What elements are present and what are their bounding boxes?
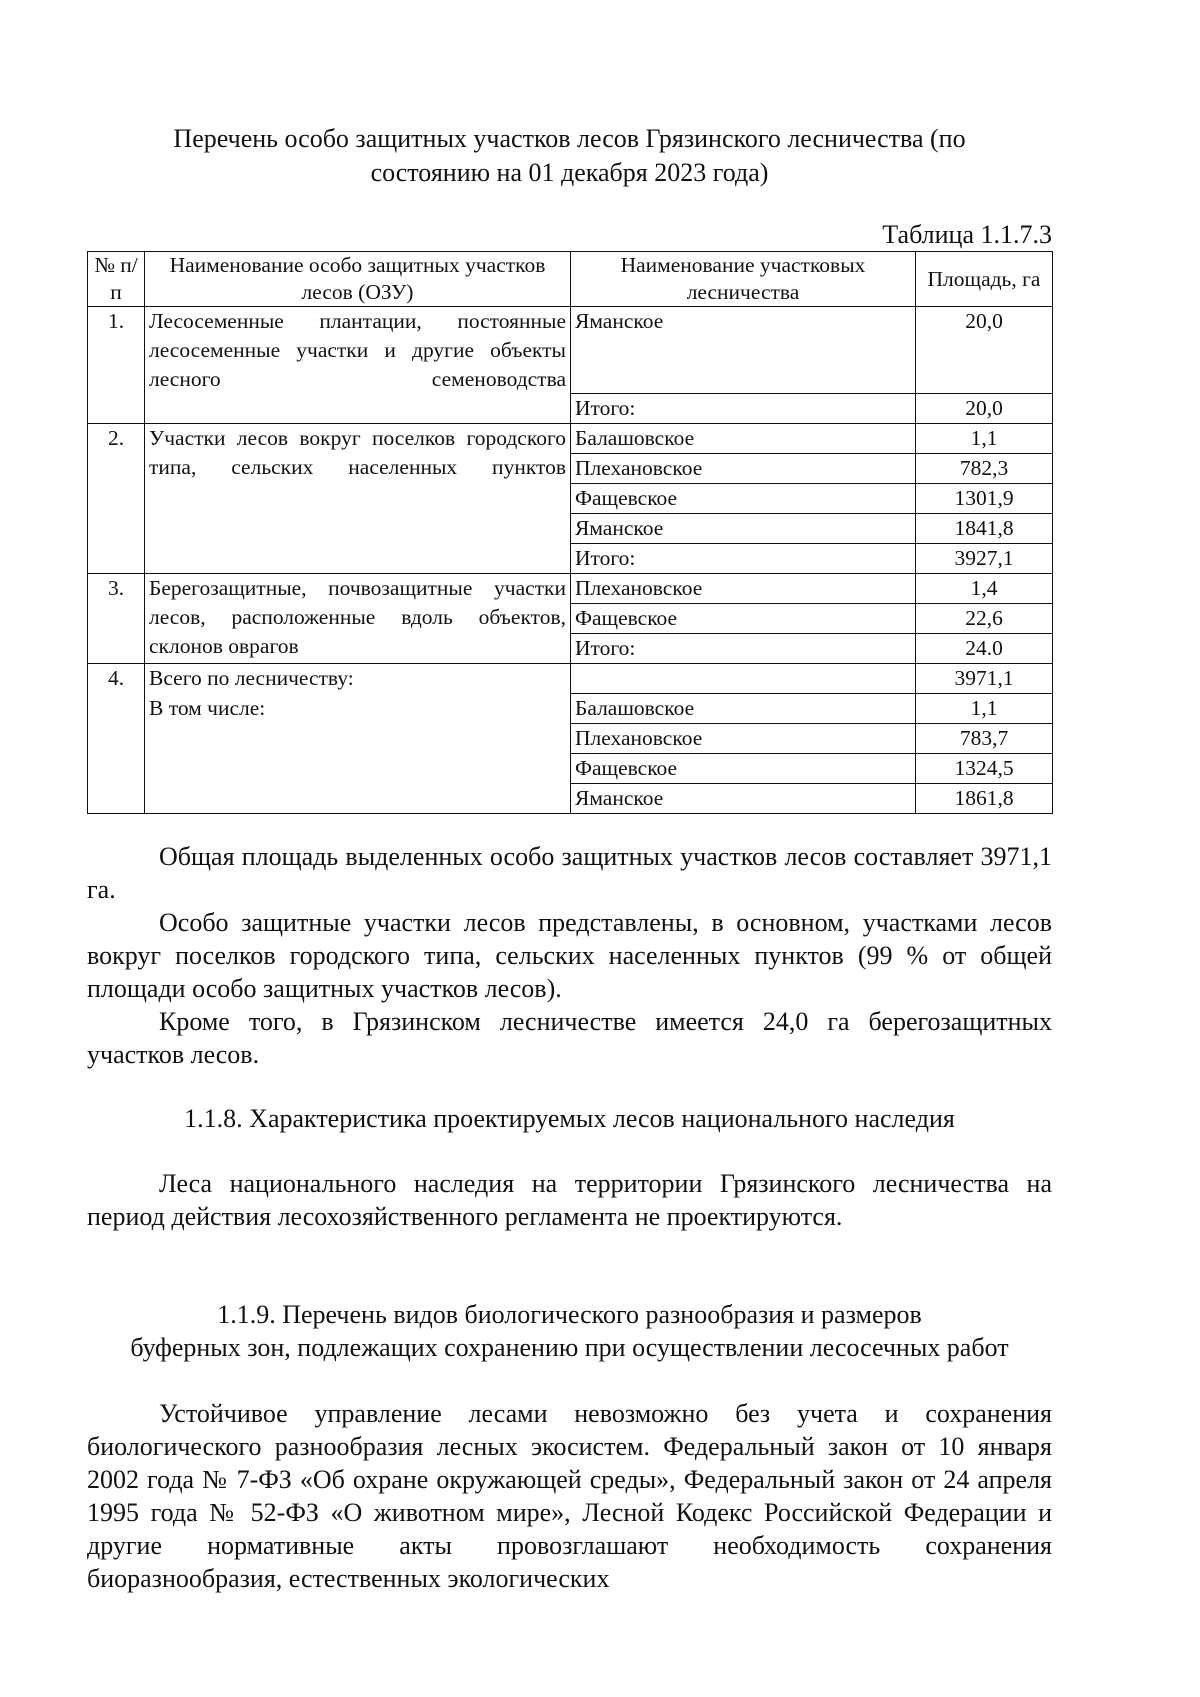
forestry-cell [571, 664, 916, 694]
forestry-cell: Яманское [571, 784, 916, 814]
table-header-row [88, 252, 1053, 307]
forestry-cell: Яманское [571, 307, 916, 394]
area-cell: 1861,8 [916, 784, 1053, 814]
header-area: Площадь, га [916, 252, 1053, 307]
area-cell: 3927,1 [916, 544, 1053, 574]
area-cell: 783,7 [916, 724, 1053, 754]
area-cell: 20,0 [916, 307, 1053, 394]
area-cell: 1301,9 [916, 484, 1053, 514]
heading-line-1: 1.1.9. Перечень видов биологического разнообразия и размеров [217, 1300, 922, 1329]
paragraph-shore-protection [87, 1005, 1052, 1071]
forestry-cell: Фащевское [571, 754, 916, 784]
forestry-cell: Итого: [571, 634, 916, 664]
table-row [88, 694, 1053, 724]
group-num: 3. [88, 574, 145, 664]
section-heading-1-1-8: 1.1.8. Характеристика проектируемых лесов национального наследия [184, 1104, 955, 1133]
forestry-cell: Плехановское [571, 724, 916, 754]
group-num: 1. [88, 307, 145, 424]
forestry-cell: Яманское [571, 514, 916, 544]
header-num: № п/п [88, 252, 145, 307]
forestry-cell: Фащевское [571, 484, 916, 514]
paragraph-text: Леса национального наследия на территории Грязинского лесничества на период действия лесохозяйственного регламента не проектируются. [87, 1169, 1052, 1231]
table-row [88, 664, 1053, 694]
area-cell: 1,1 [916, 424, 1053, 454]
ozu-sub-name: В том числе: [145, 694, 571, 814]
ozu-name: Участки лесов вокруг поселков городского типа, сельских населенных пунктов [145, 424, 571, 574]
paragraph-text: Общая площадь выделенных особо защитных участков лесов составляет 3971,1 га. [87, 842, 1052, 904]
area-cell: 1,1 [916, 694, 1053, 724]
table-row [88, 574, 1053, 604]
table-row [88, 424, 1053, 454]
forestry-cell: Плехановское [571, 574, 916, 604]
area-cell: 1324,5 [916, 754, 1053, 784]
header-ozu-name: Наименование особо защитных участков лесов (ОЗУ) [145, 252, 571, 307]
paragraph-biodiversity [87, 1397, 1052, 1595]
paragraph-national-heritage [87, 1167, 1052, 1233]
forestry-cell: Фащевское [571, 604, 916, 634]
table-row [88, 307, 1053, 394]
area-cell: 1841,8 [916, 514, 1053, 544]
group-num: 2. [88, 424, 145, 574]
area-cell: 24.0 [916, 634, 1053, 664]
ozu-table [87, 251, 1053, 814]
paragraph-composition [87, 906, 1052, 1005]
forestry-cell: Балашовское [571, 424, 916, 454]
area-cell: 3971,1 [916, 664, 1053, 694]
header-forestry: Наименование участковых лесничества [571, 252, 916, 307]
area-cell: 782,3 [916, 454, 1053, 484]
paragraph-total-area [87, 840, 1052, 906]
paragraph-text: Кроме того, в Грязинском лесничестве имеется 24,0 га берегозащитных участков лесов. [87, 1007, 1052, 1069]
paragraph-text: Устойчивое управление лесами невозможно без учета и сохранения биологического разнообразия лесных экосистем. Федеральный закон от 10 января 2002 года № 7-ФЗ «Об охране окружающей среды», Федеральный закон от 24 апреля 1995 года № 52-ФЗ «О животном мире», Лесной Кодекс Российской Федерации и другие нормативные акты провозглашают необходимость сохранения биоразнообразия, естественных экологических [87, 1399, 1052, 1593]
area-cell: 1,4 [916, 574, 1053, 604]
forestry-cell: Итого: [571, 394, 916, 424]
document-title [87, 122, 1052, 190]
ozu-name: Всего по лесничеству: [145, 664, 571, 694]
forestry-cell: Плехановское [571, 454, 916, 484]
title-line-1: Перечень особо защитных участков лесов Грязинского лесничества (по [173, 124, 966, 153]
group-num: 4. [88, 664, 145, 814]
table-caption: Таблица 1.1.7.3 [882, 220, 1052, 249]
forestry-cell: Итого: [571, 544, 916, 574]
paragraph-text: Особо защитные участки лесов представлены, в основном, участками лесов вокруг поселков городского типа, сельских населенных пунктов (99 % от общей площади особо защитных участков лесов). [87, 908, 1052, 1003]
area-cell: 20,0 [916, 394, 1053, 424]
area-cell: 22,6 [916, 604, 1053, 634]
heading-line-2: буферных зон, подлежащих сохранению при осуществлении лесосечных работ [130, 1333, 1009, 1362]
ozu-name: Берегозащитные, почвозащитные участки лесов, расположенные вдоль объектов, склонов оврагов [145, 574, 571, 664]
forestry-cell: Балашовское [571, 694, 916, 724]
ozu-name: Лесосеменные плантации, постоянные лесосеменные участки и другие объекты лесного семеноводства [145, 307, 571, 424]
section-heading-1-1-9 [87, 1298, 1052, 1364]
title-line-2: состоянию на 01 декабря 2023 года) [370, 158, 769, 187]
